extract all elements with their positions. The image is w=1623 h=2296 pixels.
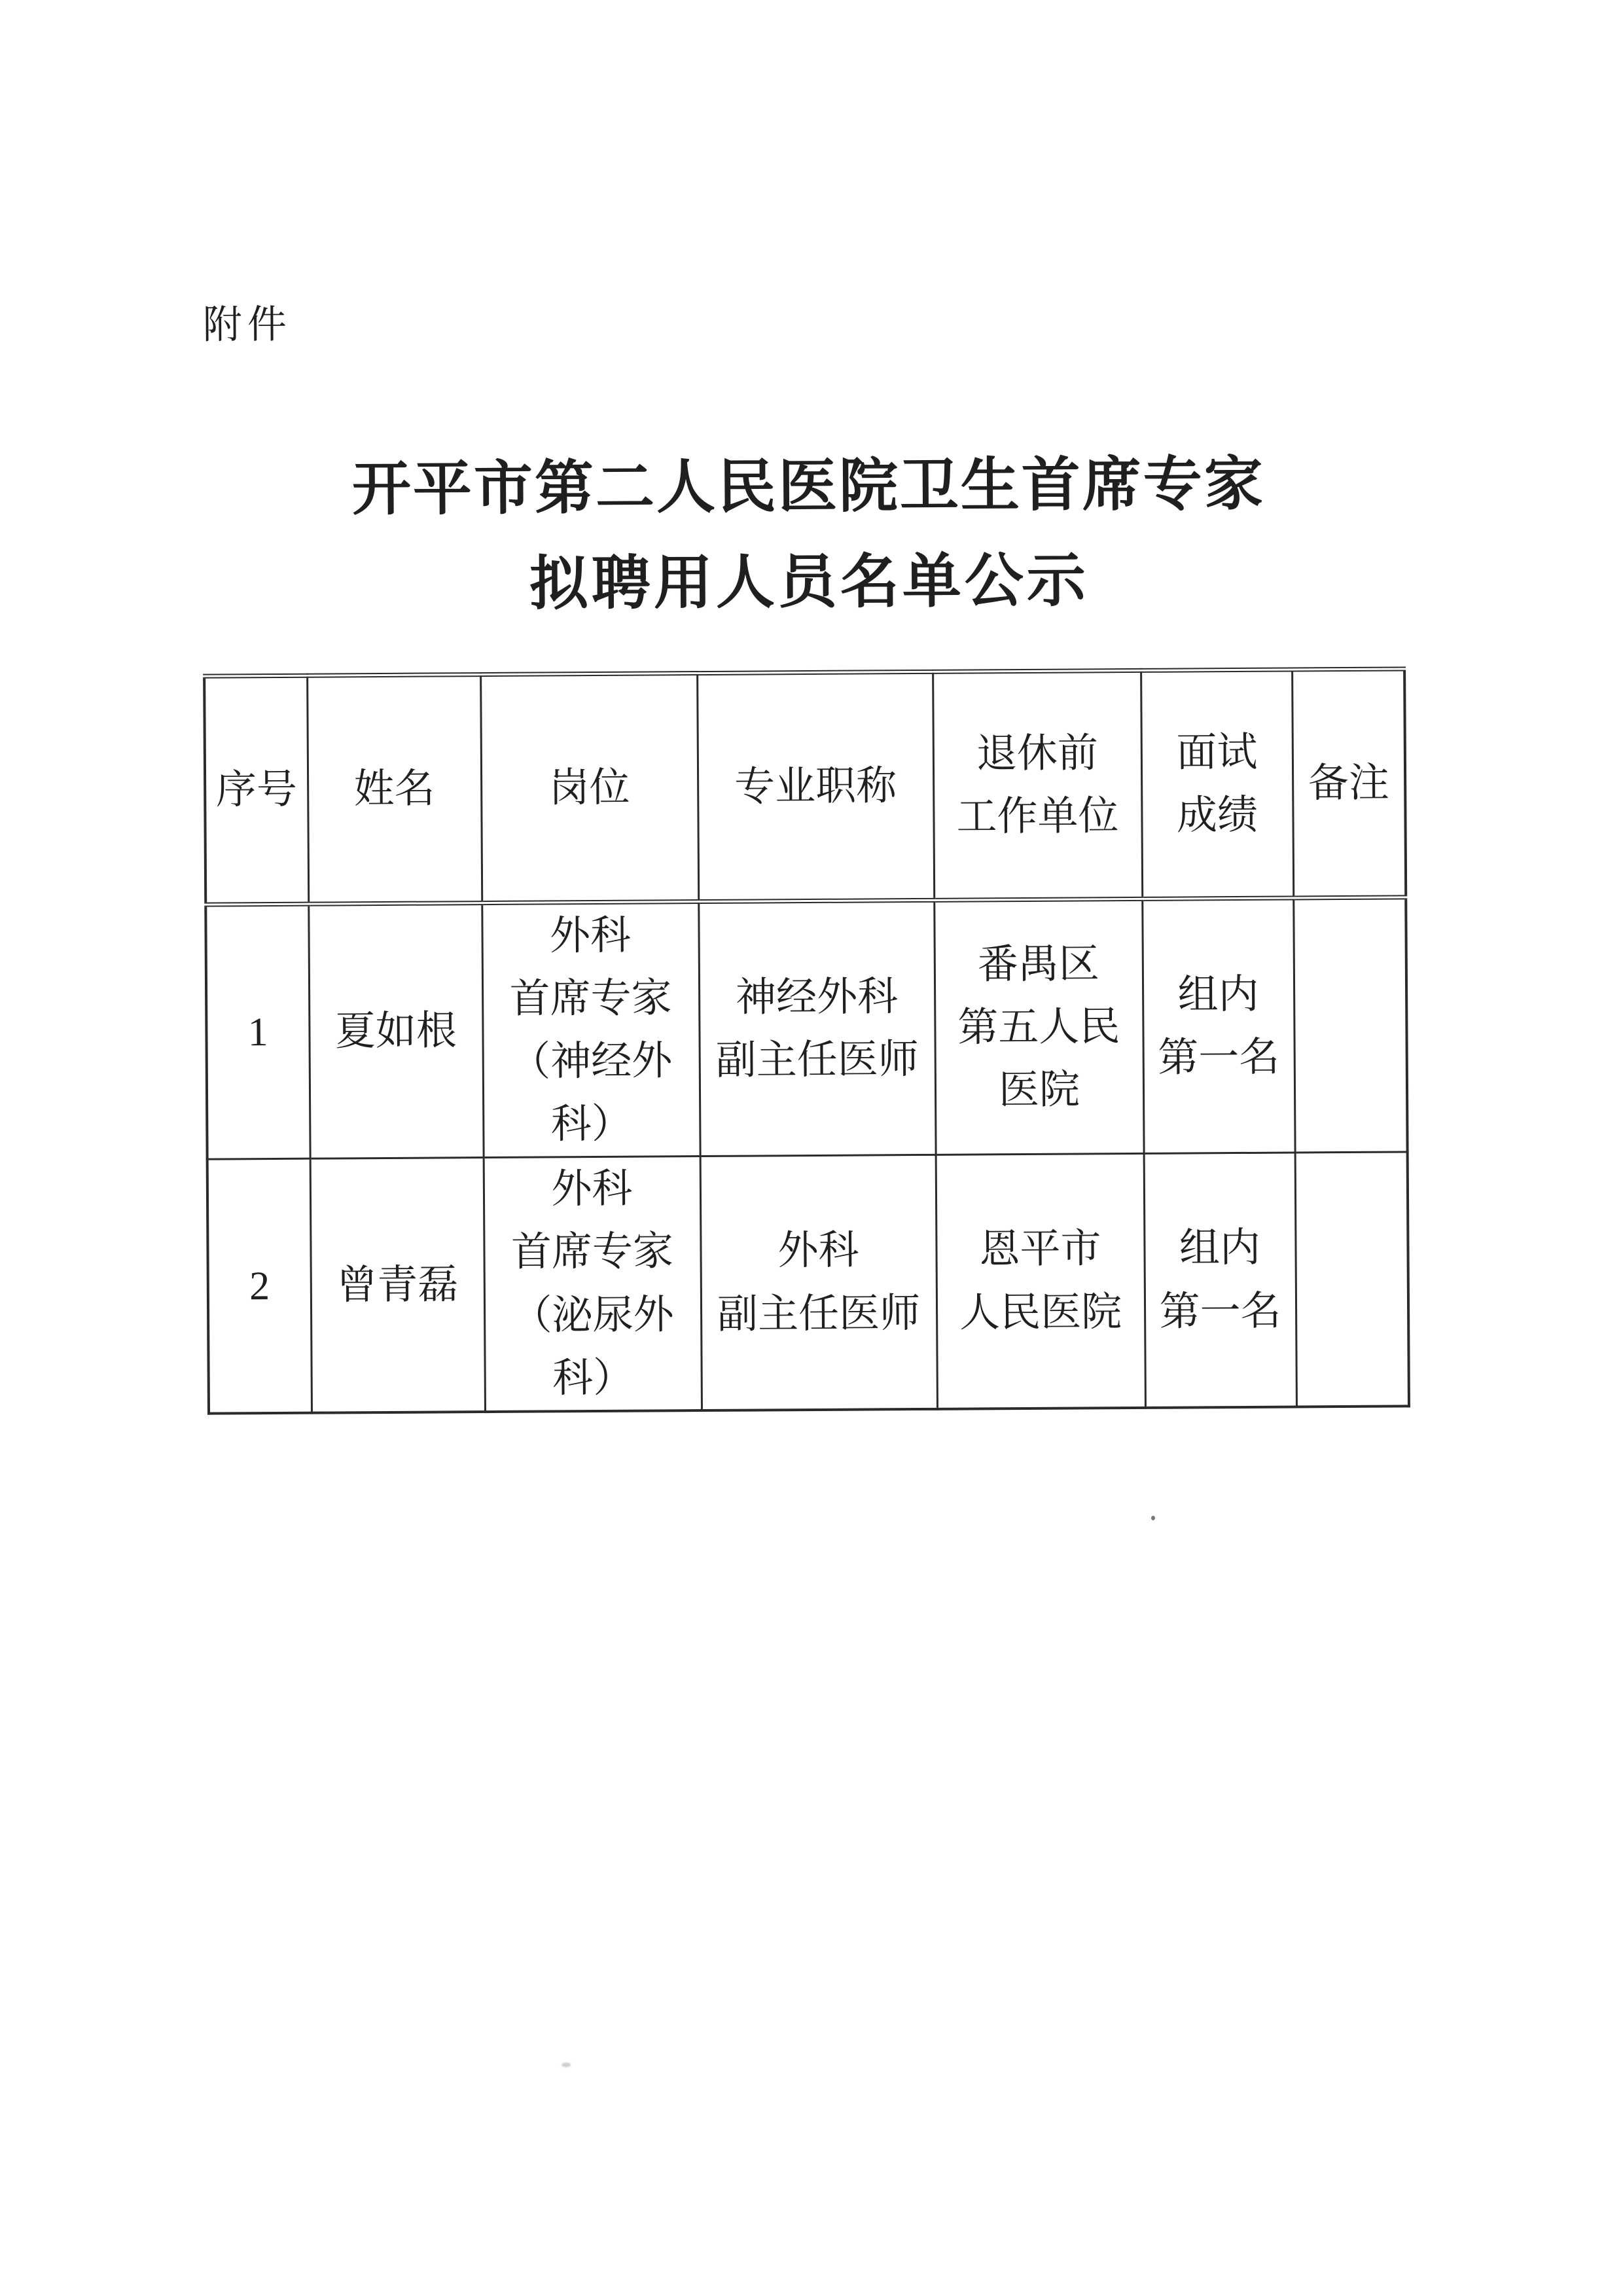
cell-serial: 1	[205, 904, 310, 1159]
scan-artifact-dot	[1151, 1516, 1155, 1520]
cell-pre-retirement-unit: 番禺区 第五人民 医院	[934, 899, 1143, 1155]
header-cell-post: 岗位	[480, 673, 698, 903]
cell-professional-title: 外科 副主任医师	[700, 1155, 937, 1410]
header-cell-remarks: 备注	[1292, 669, 1406, 898]
document-title-line1: 开平市第二人民医院卫生首席专家	[351, 452, 1266, 523]
roster-table	[203, 666, 1410, 1414]
attachment-label: 附件	[202, 302, 293, 347]
cell-professional-title: 神经外科 副主任医师	[698, 900, 935, 1157]
cell-remarks	[1295, 1152, 1409, 1407]
cell-name: 夏如根	[308, 903, 483, 1159]
table-row	[205, 897, 1407, 1160]
scan-artifact-dot	[562, 2062, 571, 2067]
document-title-line2: 拟聘用人员名单公示	[529, 548, 1090, 617]
cell-pre-retirement-unit: 恩平市 人民医院	[936, 1154, 1145, 1409]
cell-interview-score: 组内 第一名	[1144, 1153, 1296, 1407]
cell-interview-score: 组内 第一名	[1142, 898, 1294, 1154]
cell-serial: 2	[207, 1159, 312, 1414]
header-cell-name: 姓名	[307, 675, 482, 905]
cell-remarks	[1293, 897, 1407, 1153]
cell-name: 曾青磊	[310, 1158, 485, 1412]
cell-post: 外科 首席专家 （泌尿外科）	[484, 1157, 702, 1412]
header-cell-serial: 序号	[204, 675, 308, 905]
header-cell-professional-title: 专业职称	[697, 672, 934, 901]
table-header-row	[204, 669, 1406, 905]
table-row	[207, 1152, 1409, 1413]
header-cell-interview-score: 面试 成绩	[1141, 670, 1293, 899]
header-cell-pre-retirement-unit: 退休前 工作单位	[933, 670, 1142, 900]
cell-post: 外科 首席专家 （神经外科）	[482, 902, 700, 1158]
